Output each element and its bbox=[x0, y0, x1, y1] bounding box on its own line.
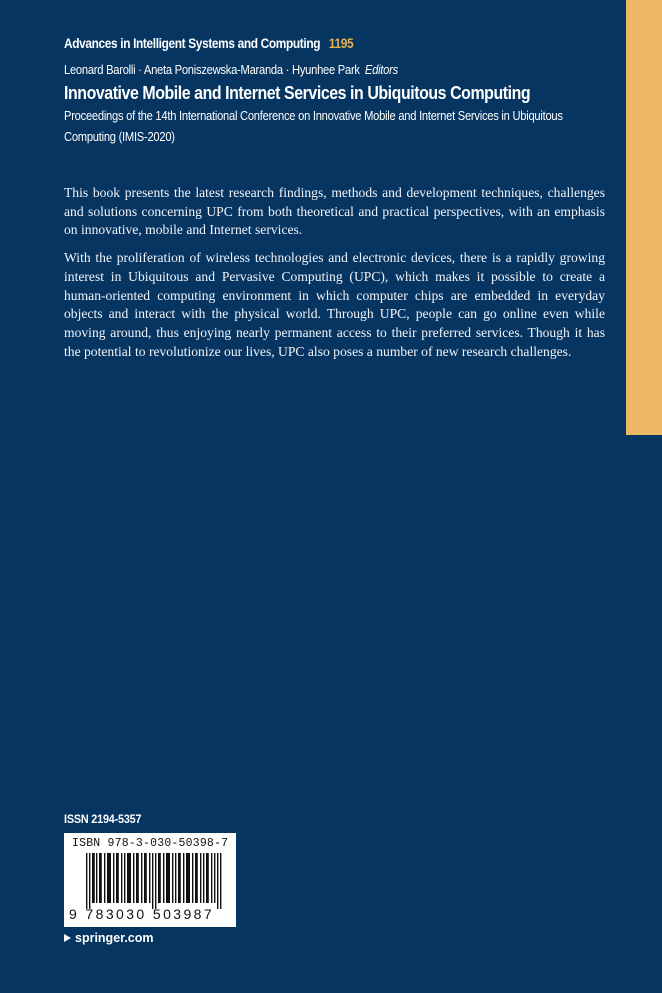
barcode-digits: 9 783030 503987 bbox=[69, 906, 214, 922]
barcode-bars bbox=[86, 853, 222, 909]
description-paragraph: This book presents the latest research findings, methods and development techniques, challenges and solutions concerning UPC from both theoretical and practical perspectives, with an emphasis on innovative, mobile and Internet services. bbox=[64, 185, 605, 238]
accent-color-strip bbox=[626, 0, 662, 435]
series-line bbox=[64, 34, 557, 54]
book-description bbox=[64, 184, 605, 370]
series-name: Advances in Intelligent Systems and Computing bbox=[64, 36, 321, 51]
cover-header bbox=[64, 34, 624, 147]
publisher-link-text: springer.com bbox=[75, 931, 154, 945]
publisher-website-link[interactable] bbox=[64, 931, 154, 945]
editors-role: Editors bbox=[364, 62, 398, 77]
editor-names: Leonard Barolli · Aneta Poniszewska-Maranda · Hyunhee Park bbox=[64, 62, 360, 77]
series-number: 1195 bbox=[328, 36, 354, 51]
arrow-right-icon bbox=[64, 934, 71, 942]
isbn-label: ISBN 978-3-030-50398-7 bbox=[72, 837, 229, 850]
description-paragraph: With the proliferation of wireless technologies and electronic devices, there is a rapidly growing interest in Ubiquitous and Pervasive Computing (UPC), which makes it possible to create a human-oriented computing environment in which computer chips are embedded in everyday objects and interact with the physical world. Through UPC, people can go online even while moving around, thus enjoying nearly permanent access to their preferred services. Though it has the potential to revolutionize our lives, UPC also poses a number of new research challenges. bbox=[64, 250, 605, 359]
book-title: Innovative Mobile and Internet Services in Ubiquitous Computing bbox=[64, 82, 531, 103]
issn-label: ISSN 2194-5357 bbox=[64, 812, 142, 826]
book-subtitle: Proceedings of the 14th International Conference on Innovative Mobile and Internet Services in Ubiquitous Computing (IMIS-2020) bbox=[64, 108, 563, 144]
isbn-barcode bbox=[64, 833, 236, 927]
editors-line bbox=[64, 61, 546, 79]
